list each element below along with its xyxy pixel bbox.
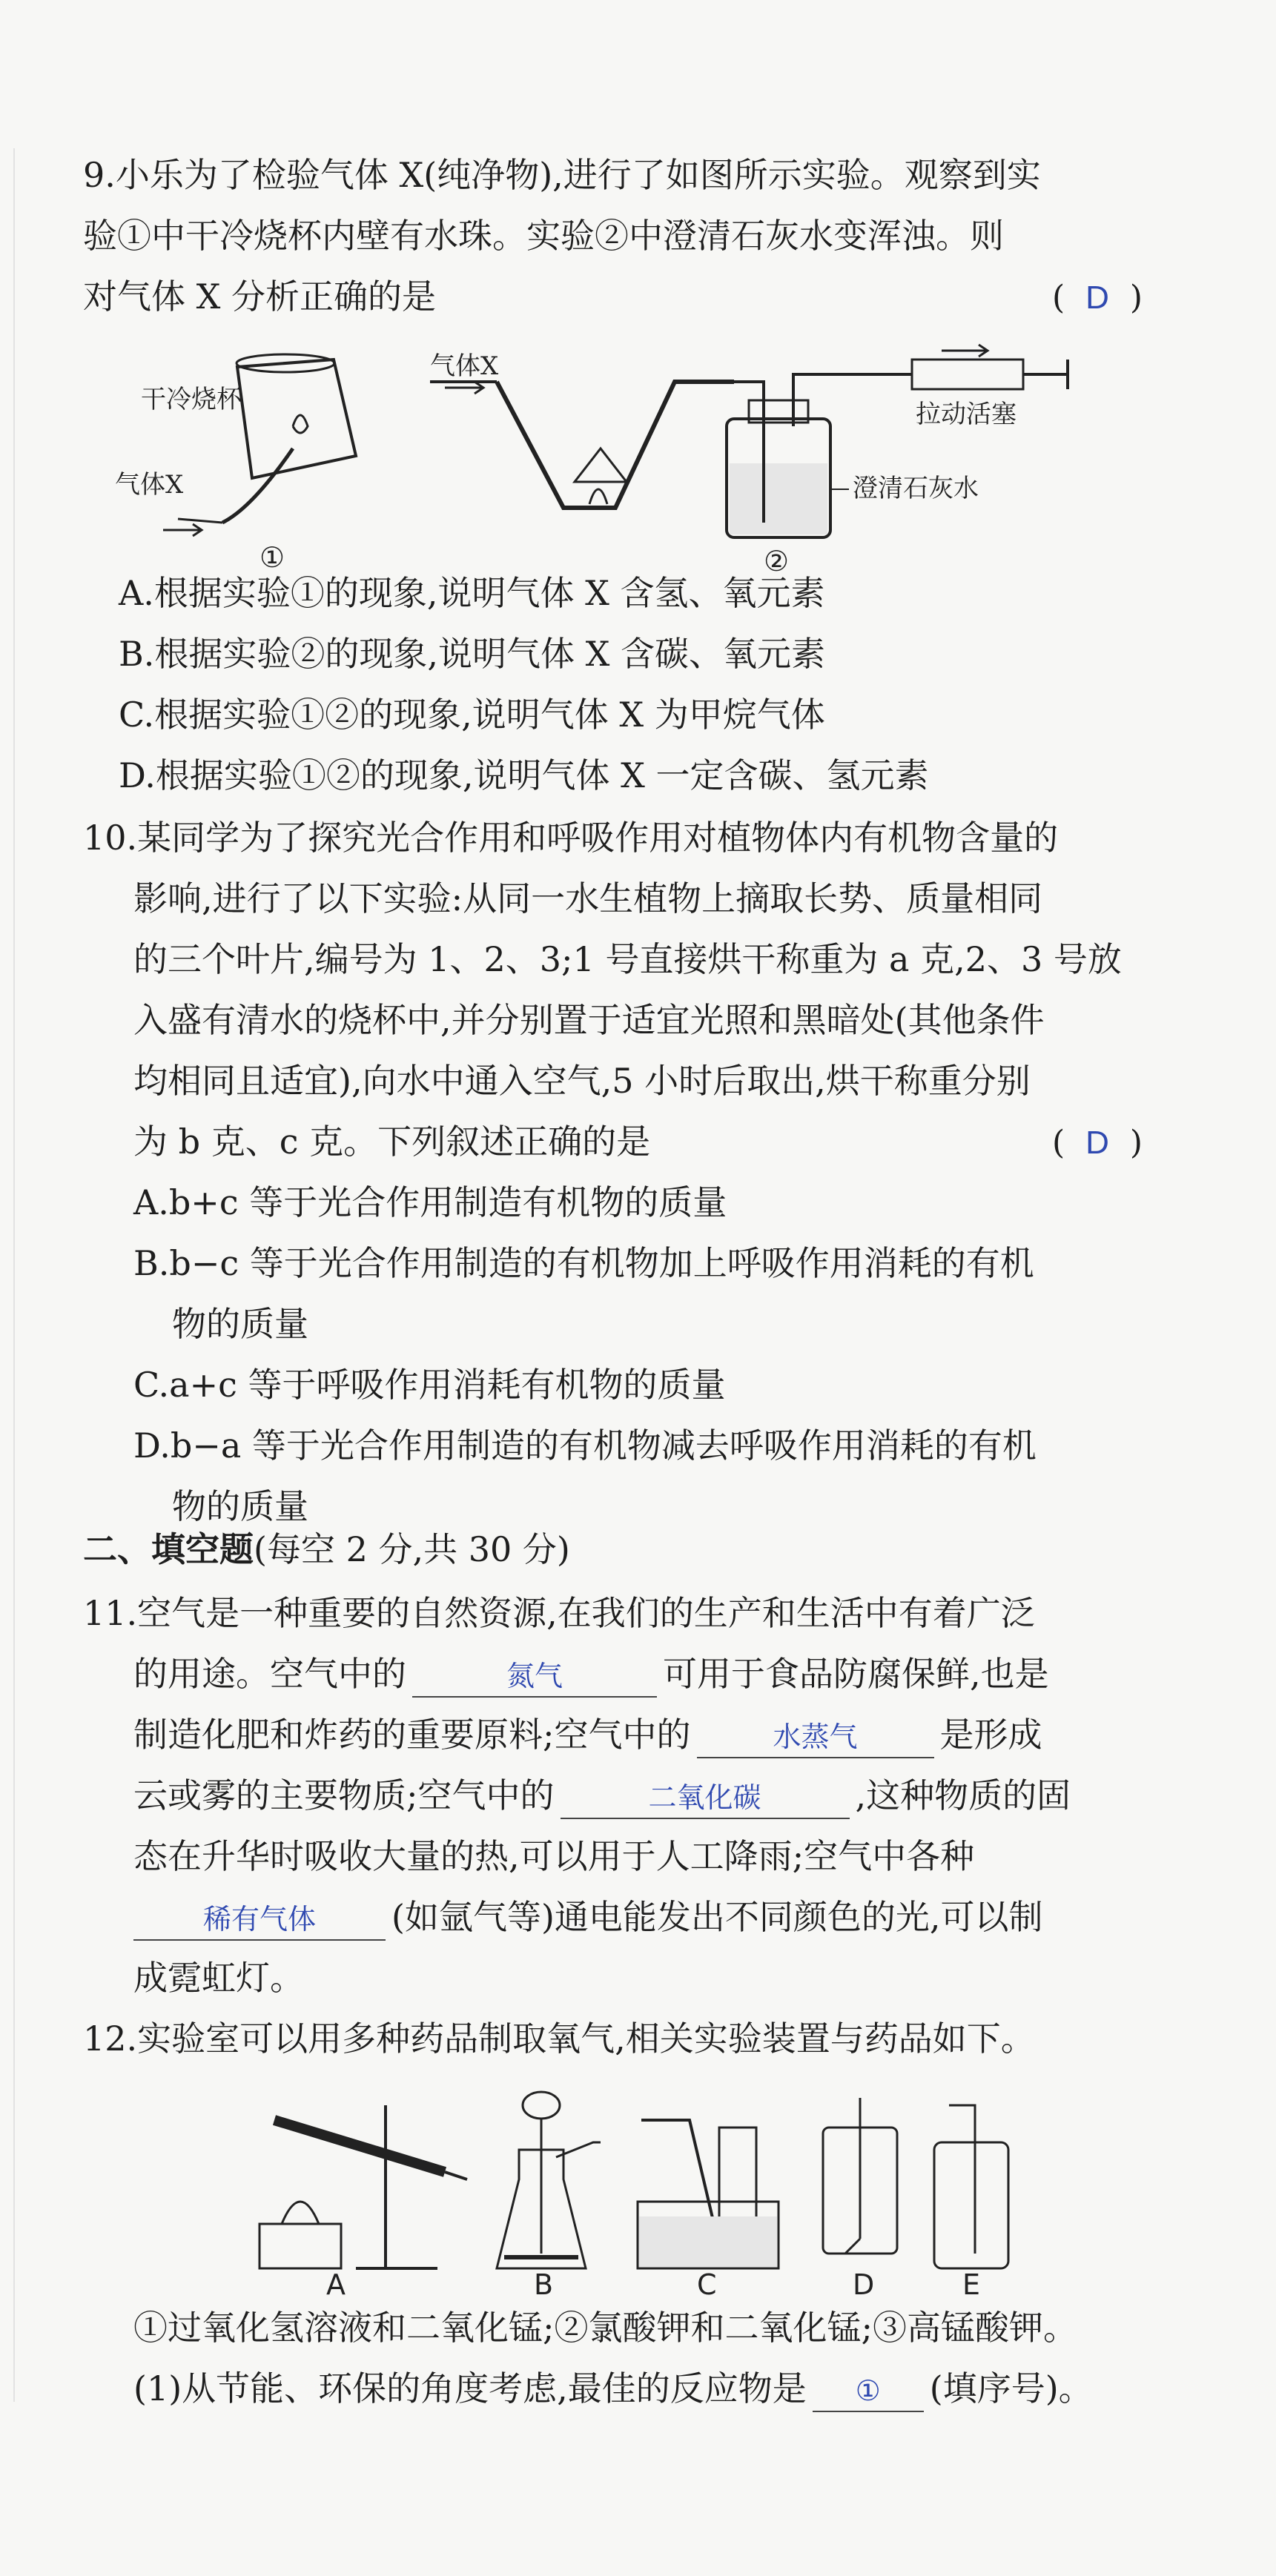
q10-option-d-cont: 物的质量	[172, 1486, 308, 1526]
q12-apparatus-figure	[245, 2076, 1060, 2298]
q12-sub1-blank: ①	[813, 2372, 924, 2412]
q9-cup-label: 干冷烧杯	[141, 385, 242, 414]
q11-line-3	[133, 1712, 1042, 1758]
q11-line-7: 成霓虹灯。	[133, 1958, 304, 1998]
apparatus-e	[934, 2105, 1008, 2268]
q9-answer: D	[1085, 279, 1109, 316]
section-2-note: (每空 2 分,共 30 分)	[254, 1529, 570, 1569]
q12-sub1-text-b: (填序号)。	[929, 2368, 1093, 2408]
q11-text-4a: 云或雾的主要物质;空气中的	[133, 1775, 555, 1815]
page-edge	[13, 148, 15, 2402]
apparatus-b-label: B	[534, 2268, 554, 2298]
q9-option-a: A.根据实验①的现象,说明气体 X 含氢、氧元素	[119, 573, 825, 613]
q9-limewater-label: 澄清石灰水	[853, 474, 979, 503]
q9-gas-label-1: 气体X	[115, 470, 184, 500]
q12-sub1-text-a: (1)从节能、环保的角度考虑,最佳的反应物是	[133, 2368, 807, 2408]
q11-blank-4: 稀有气体	[133, 1901, 386, 1941]
q9-exp2-number: ②	[764, 545, 790, 577]
q9-answer-bracket: ( D )	[1051, 279, 1143, 317]
q11-text-3b: 是形成	[939, 1715, 1042, 1755]
q9-option-c: C.根据实验①②的现象,说明气体 X 为甲烷气体	[119, 695, 825, 735]
q10-stem-line-4: 入盛有清水的烧杯中,并分别置于适宜光照和黑暗处(其他条件	[133, 1000, 1045, 1040]
apparatus-d	[823, 2098, 897, 2254]
q10-option-d: D.b−a 等于光合作用制造的有机物减去呼吸作用消耗的有机	[133, 1426, 1037, 1466]
q10-answer-bracket: ( D )	[1051, 1124, 1143, 1162]
q9-stem-line-1: 9.小乐为了检验气体 X(纯净物),进行了如图所示实验。观察到实	[83, 155, 1041, 195]
q9-figure	[111, 337, 1090, 582]
q9-exp1-apparatus	[163, 354, 356, 536]
section-2-title: 二、填空题	[83, 1529, 254, 1569]
q12-reagents: ①过氧化氢溶液和二氧化锰;②氯酸钾和二氧化锰;③高锰酸钾。	[133, 2308, 1077, 2348]
q9-exp2-apparatus	[430, 345, 1068, 537]
q11-blank-2: 水蒸气	[697, 1718, 934, 1758]
apparatus-a	[260, 2105, 467, 2268]
q11-text-2a: 的用途。空气中的	[133, 1654, 406, 1694]
q10-stem-line-2: 影响,进行了以下实验:从同一水生植物上摘取长势、质量相同	[133, 878, 1043, 918]
apparatus-e-label: E	[962, 2268, 981, 2298]
q9-option-d: D.根据实验①②的现象,说明气体 X 一定含碳、氢元素	[119, 755, 929, 795]
q11-text-3a: 制造化肥和炸药的重要原料;空气中的	[133, 1715, 691, 1755]
q11-blank-1: 氮气	[412, 1658, 657, 1698]
q10-stem-line-1: 10.某同学为了探究光合作用和呼吸作用对植物体内有机物含量的	[83, 818, 1059, 858]
q10-option-a: A.b+c 等于光合作用制造有机物的质量	[133, 1182, 727, 1222]
q9-stem-line-3: 对气体 X 分析正确的是	[83, 277, 436, 317]
q11-line-2	[133, 1652, 1049, 1698]
apparatus-d-label: D	[853, 2268, 875, 2298]
q11-line-5: 态在升华时吸收大量的热,可以用于人工降雨;空气中各种	[133, 1836, 975, 1876]
q9-stem-line-2: 验①中干冷烧杯内壁有水珠。实验②中澄清石灰水变浑浊。则	[83, 216, 1004, 256]
q9-option-b: B.根据实验②的现象,说明气体 X 含碳、氧元素	[119, 634, 826, 674]
q11-text-6b: (如氩气等)通电能发出不同颜色的光,可以制	[391, 1897, 1043, 1937]
q11-blank-3: 二氧化碳	[561, 1779, 850, 1819]
q10-stem-line-3: 的三个叶片,编号为 1、2、3;1 号直接烘干称重为 a 克,2、3 号放	[133, 939, 1122, 979]
q10-stem-line-6: 为 b 克、c 克。下列叙述正确的是	[133, 1122, 651, 1162]
q12-sub1	[133, 2366, 1093, 2412]
q11-line-4	[133, 1773, 1071, 1819]
q10-stem-line-5: 均相同且适宜),向水中通入空气,5 小时后取出,烘干称重分别	[133, 1061, 1031, 1101]
q10-option-b: B.b−c 等于光合作用制造的有机物加上呼吸作用消耗的有机	[133, 1243, 1034, 1283]
q11-line-1: 11.空气是一种重要的自然资源,在我们的生产和生活中有着广泛	[83, 1593, 1035, 1633]
q9-gas-label-2: 气体X	[430, 351, 499, 381]
apparatus-a-label: A	[326, 2268, 346, 2298]
q9-piston-label: 拉动活塞	[916, 400, 1016, 429]
apparatus-b	[497, 2092, 601, 2268]
apparatus-c-label: C	[697, 2268, 717, 2298]
section-2-heading	[83, 1527, 570, 1572]
q10-option-c: C.a+c 等于呼吸作用消耗有机物的质量	[133, 1365, 726, 1405]
apparatus-c	[638, 2120, 779, 2268]
q10-option-b-cont: 物的质量	[172, 1304, 308, 1344]
q12-stem: 12.实验室可以用多种药品制取氧气,相关实验装置与药品如下。	[83, 2019, 1035, 2059]
q11-line-6	[133, 1895, 1043, 1941]
q10-answer: D	[1085, 1125, 1109, 1161]
q11-text-4b: ,这种物质的固	[855, 1775, 1071, 1815]
q9-exp1-number: ①	[260, 541, 285, 574]
q11-text-2b: 可用于食品防腐保鲜,也是	[663, 1654, 1049, 1694]
